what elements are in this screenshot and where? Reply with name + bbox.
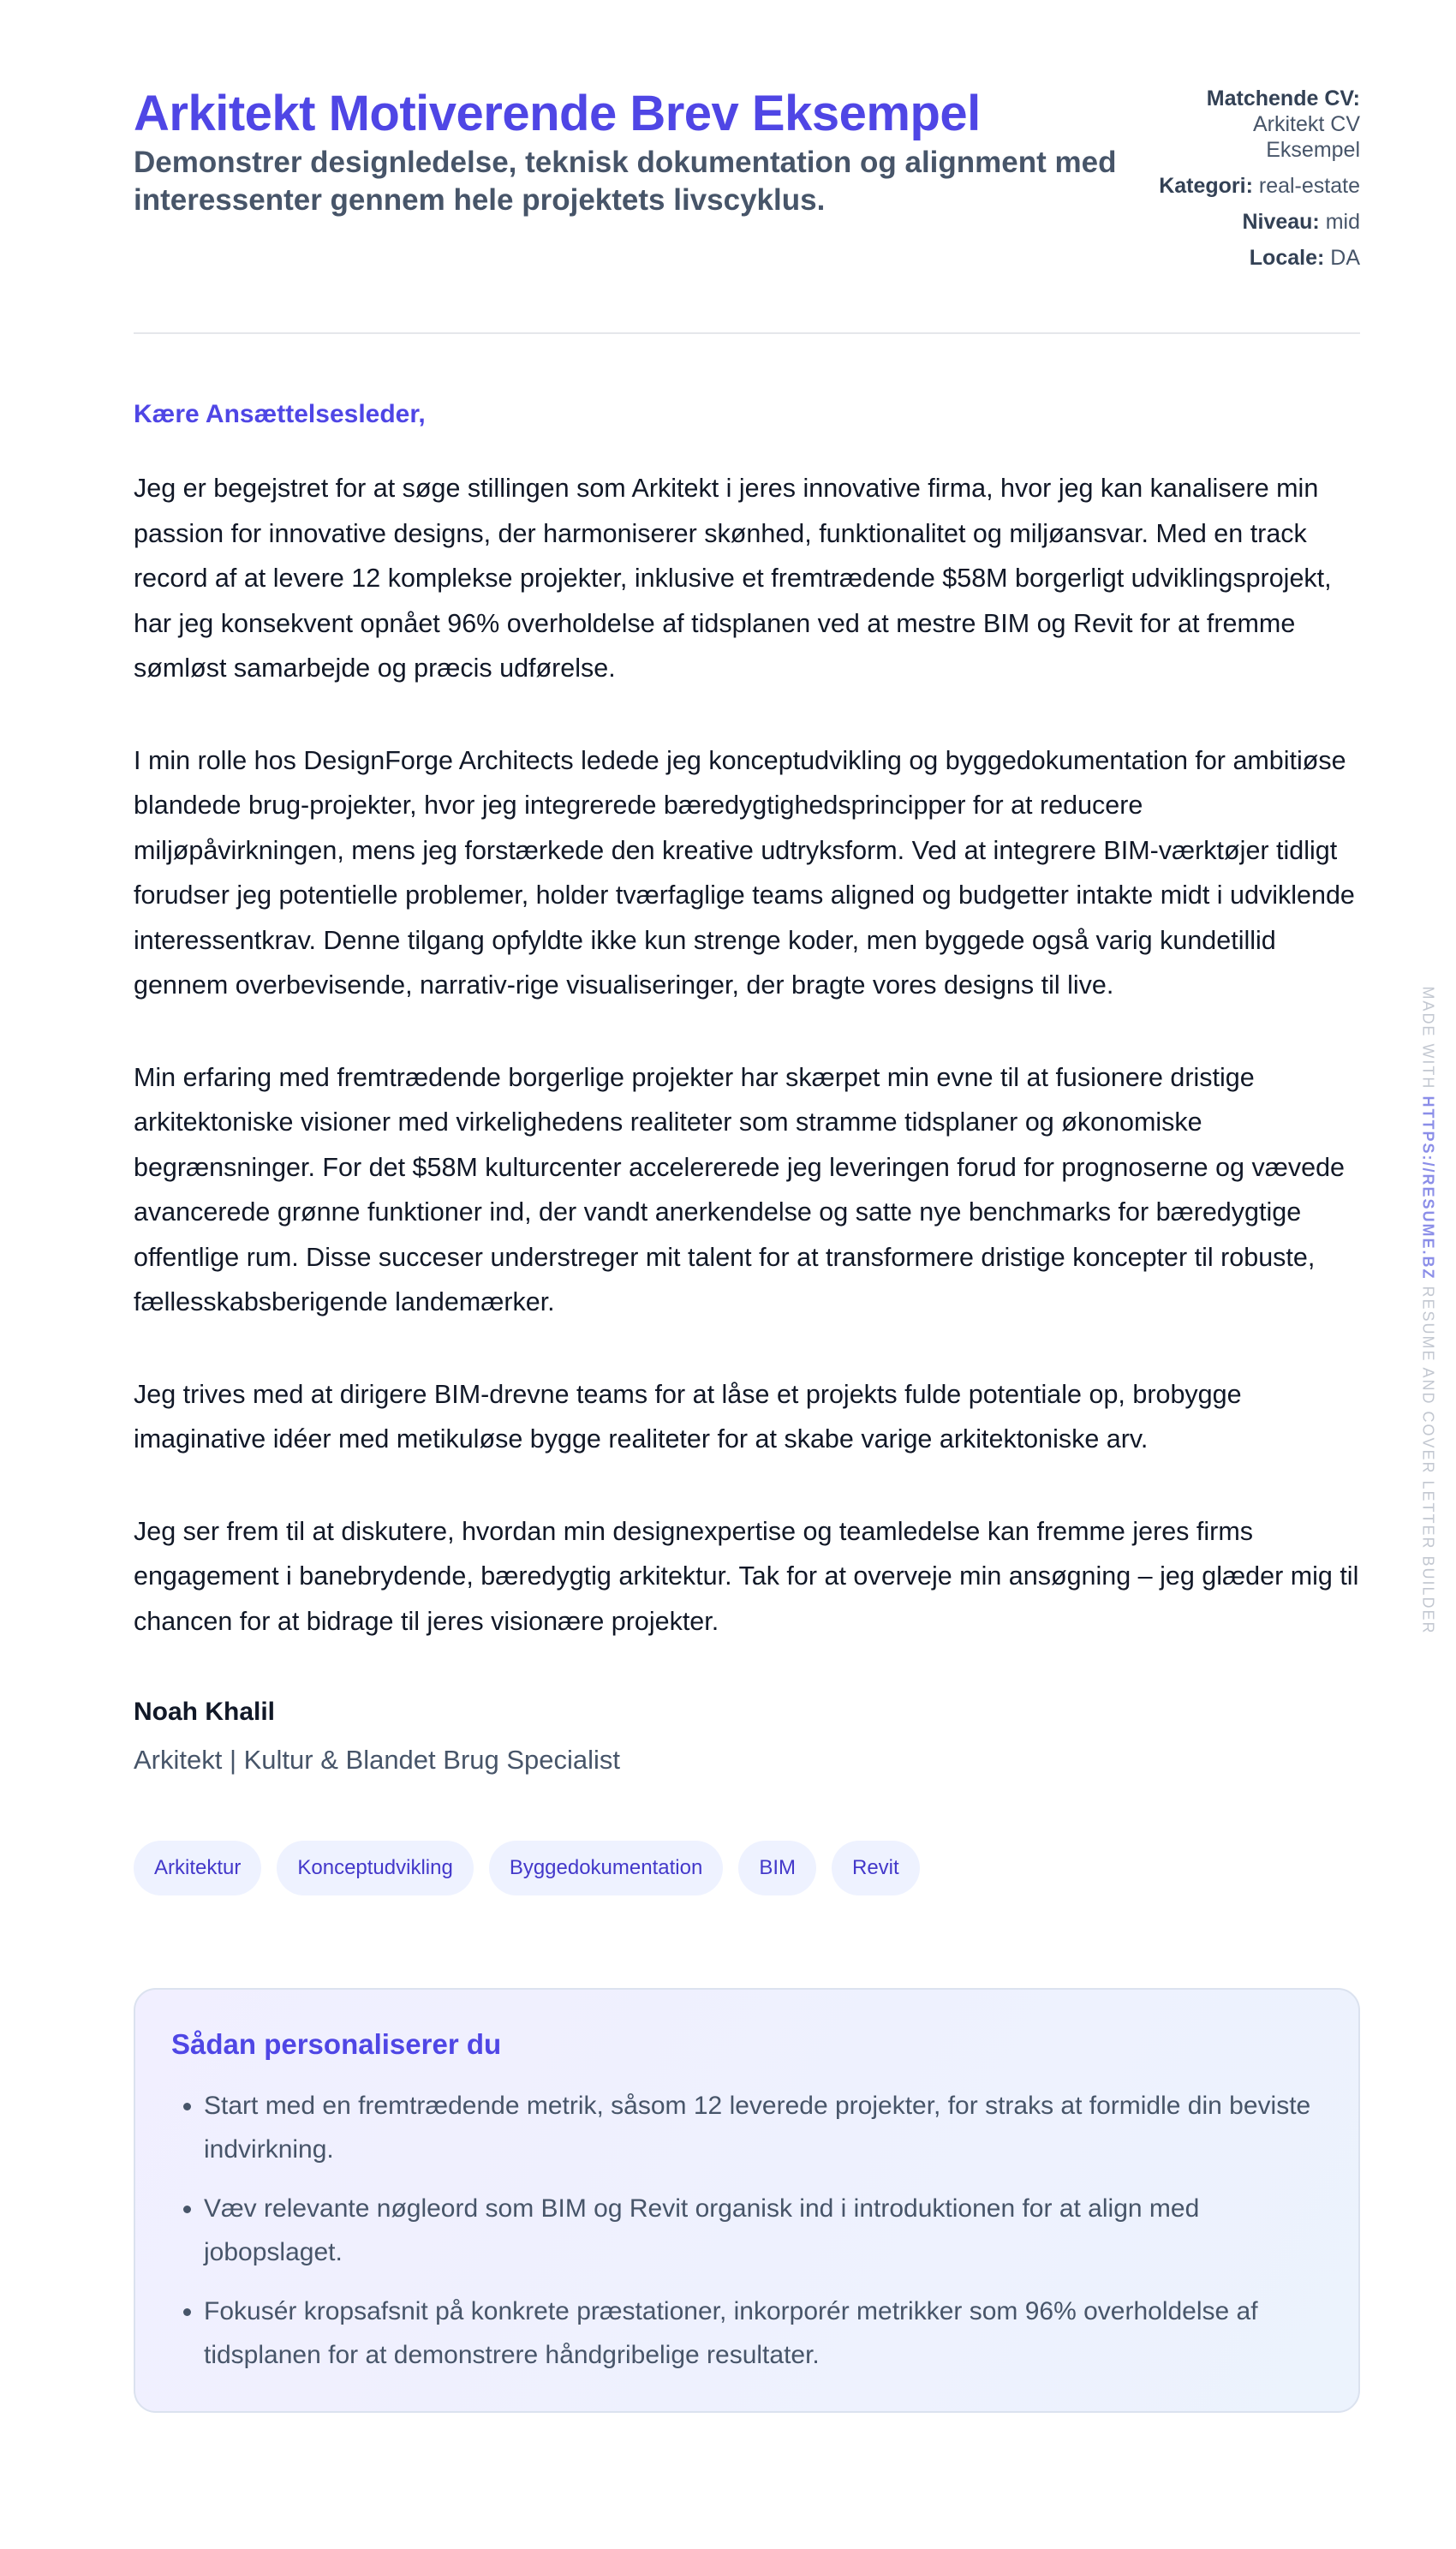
letter-paragraph: Min erfaring med fremtrædende borgerlige projekter har skærpet min evne til at fusionere dristige arkitektoniske visioner med virkelighedens realiteter som stramme tidsplaner og økonomiske begrænsninger. For det $58M kulturcenter accelererede jeg leveringen forud for prognoserne og vævede avancerede grønne funktioner ind, der vandt anerkendelse og satte nye benchmarks for bæredygtige offentlige rum. Disse succeser understreger mit talent for at transformere dristige koncepter til robuste, fællesskabsberigende landemærker. — [134, 1062, 1346, 1316]
meta-locale — [1155, 245, 1360, 271]
tip-item: • Væv relevante nøgleord som BIM og Revit organisk ind i introduktionen for at align med jobopslaget. — [204, 2187, 1322, 2274]
tip-item: • Start med en fremtrædende metrik, såsom 12 leverede projekter, for straks at formidle din beviste indvirkning. — [204, 2084, 1322, 2171]
meta-cv-value[interactable]: Arkitekt CV Eksempel — [1252, 112, 1360, 162]
meta-cv — [1155, 86, 1360, 163]
watermark-prefix: MADE WITH — [1419, 986, 1437, 1090]
made-with-watermark — [1419, 986, 1437, 1634]
meta-cv-label: Matchende CV: — [1206, 87, 1360, 110]
meta-level-label: Niveau: — [1242, 210, 1320, 234]
letter-paragraph: I min rolle hos DesignForge Architects ledede jeg konceptudvikling og byggedokumentation for ambitiøse blandede brug-projekter, hvor jeg integrerede bæredygtighedsprincipper for at reducere miljøpåvirkningen, mens jeg forstærkede den kreative udtryksform. Ved at integrere BIM-værktøjer tidligt forudser jeg potentielle problemer, holder tværfaglige teams aligned og budgetter intakte midt i udviklende interessentkrav. Denne tilgang opfyldte ikke kun strenge koder, men byggede også varig kundetillid gennem overbevisende, narrativ-rige visualiseringer, der bragte vores designs til live. — [134, 745, 1355, 1000]
signature-title: Arkitekt | Kultur & Blandet Brug Specialist — [134, 1745, 621, 1775]
page-title: Arkitekt Motiverende Brev Eksempel — [134, 86, 981, 141]
tips-list — [171, 2084, 1322, 2377]
meta-category — [1155, 173, 1360, 199]
letter-body — [134, 466, 1360, 1644]
letter-paragraph: Jeg ser frem til at diskutere, hvordan min designexpertise og teamledelse kan fremme jeres firms engagement i banebrydende, bæredygtig arkitektur. Tak for at overveje min ansøgning – jeg glæder mig til chancen for at bidrage til jeres visionære projekter. — [134, 1516, 1359, 1636]
meta-level — [1155, 209, 1360, 235]
meta-locale-label: Locale: — [1249, 246, 1325, 270]
meta-category-label: Kategori: — [1159, 174, 1253, 198]
keyword-tag[interactable]: Revit — [832, 1841, 920, 1895]
keyword-tag[interactable]: Arkitektur — [134, 1841, 261, 1895]
cover-letter-page — [134, 0, 1360, 2413]
letter-paragraph: Jeg trives med at dirigere BIM-drevne teams for at låse et projekts fulde potentiale op, brobygge imaginative idéer med metikuløse bygge realiteter for at skabe varige arkitektoniske arv. — [134, 1379, 1242, 1454]
watermark-link[interactable]: HTTPS://RESUME.BZ — [1419, 1095, 1437, 1280]
keyword-tags — [134, 1841, 1360, 1895]
meta-panel — [1155, 86, 1360, 281]
page-header — [134, 0, 1360, 334]
keyword-tag[interactable]: Byggedokumentation — [489, 1841, 724, 1895]
meta-level-value: mid — [1325, 210, 1360, 234]
personalize-tips-box — [134, 1988, 1360, 2413]
meta-category-value: real-estate — [1258, 174, 1360, 198]
meta-locale-value: DA — [1330, 246, 1360, 270]
tip-item: • Fokusér kropsafsnit på konkrete præstationer, inkorporér metrikker som 96% overholdelse af tidsplanen for at demonstrere håndgribelige resultater. — [204, 2289, 1322, 2377]
watermark-suffix: RESUME AND COVER LETTER BUILDER — [1419, 1286, 1437, 1635]
signature-name: Noah Khalil — [134, 1698, 276, 1726]
tips-title: Sådan personaliserer du — [171, 2028, 502, 2060]
keyword-tag[interactable]: Konceptudvikling — [277, 1841, 473, 1895]
letter-paragraph: Jeg er begejstret for at søge stillingen som Arkitekt i jeres innovative firma, hvor jeg kan kanalisere min passion for innovative designs, der harmoniserer skønhed, funktionalitet og miljøansvar. Med en track record af at levere 12 komplekse projekter, inklusive et fremtrædende $58M borgerligt udviklingsprojekt, har jeg konsekvent opnået 96% overholdelse af tidsplanen ved at mestre BIM og Revit for at fremme sømløst samarbejde og præcis udførelse. — [134, 474, 1332, 683]
page-subtitle: Demonstrer designledelse, teknisk dokumentation og alignment med interessenter gennem hele projektets livscyklus. — [134, 146, 1117, 217]
letter-salutation: Kære Ansættelsesleder, — [134, 400, 426, 428]
keyword-tag[interactable]: BIM — [738, 1841, 816, 1895]
